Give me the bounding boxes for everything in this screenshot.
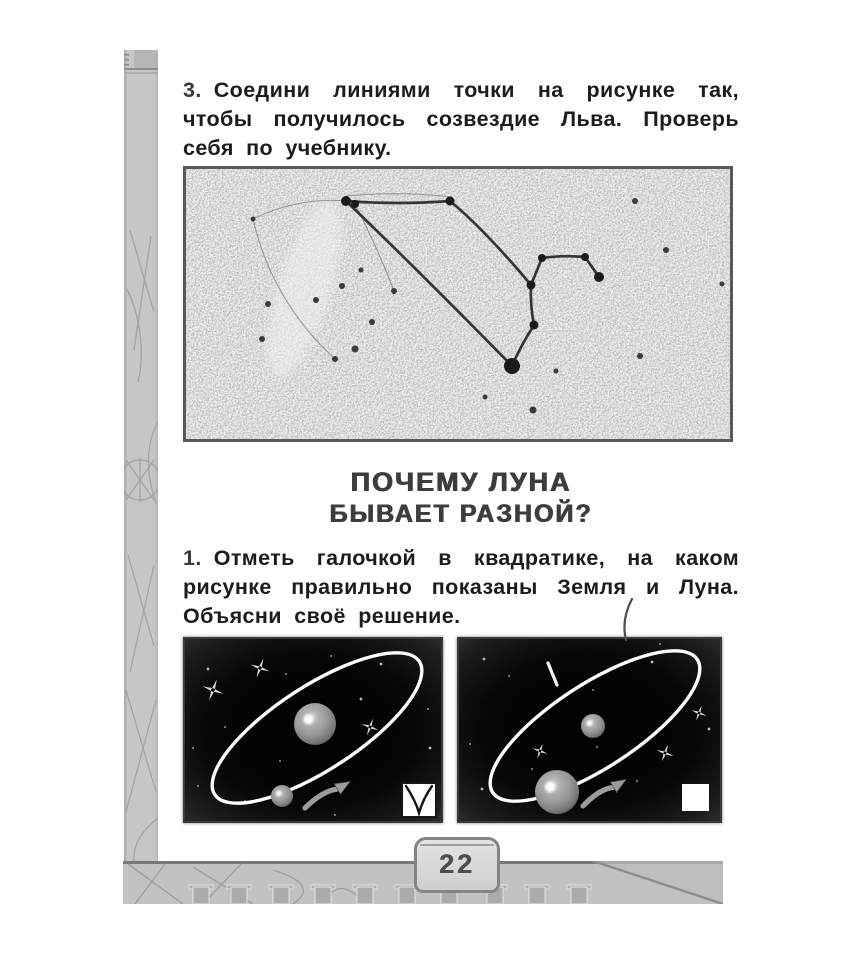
star bbox=[708, 728, 711, 731]
constellation-star bbox=[504, 358, 520, 374]
star bbox=[429, 747, 432, 750]
task-3-line-3: себя по учебнику. bbox=[183, 136, 392, 160]
constellation-star bbox=[530, 321, 539, 330]
section-heading-line-2: БЫВАЕТ РАЗНОЙ? bbox=[329, 500, 593, 528]
star bbox=[279, 760, 281, 762]
tab-inner-line bbox=[420, 844, 494, 846]
task-1-number: 1. bbox=[183, 546, 202, 570]
task-1-line-2: рисунке правильно показаны Земля и Луна. bbox=[183, 575, 739, 599]
star-dot bbox=[369, 319, 375, 325]
star-dot bbox=[359, 268, 364, 273]
star bbox=[636, 780, 638, 782]
page-number: 22 bbox=[438, 849, 476, 879]
earth-moon-figure-right bbox=[457, 637, 722, 823]
star-dot bbox=[265, 301, 271, 307]
constellation-star-map[interactable] bbox=[186, 169, 730, 439]
star bbox=[197, 785, 199, 787]
constellation-star bbox=[581, 253, 589, 261]
margin-strip-edge bbox=[124, 50, 127, 861]
star bbox=[508, 675, 510, 677]
star-dot bbox=[339, 283, 345, 289]
earth-moon-figure-left bbox=[183, 637, 443, 823]
star bbox=[592, 689, 594, 691]
task-1-line-1 bbox=[183, 544, 739, 573]
star-dot bbox=[530, 407, 537, 414]
constellation-star bbox=[594, 272, 604, 282]
constellation-star bbox=[446, 197, 455, 206]
star-dot bbox=[720, 282, 725, 287]
star-dot bbox=[637, 353, 643, 359]
earth-moon-scene-left bbox=[185, 639, 441, 821]
task-1-line-3: Объясни своё решение. bbox=[183, 604, 461, 628]
earth-sphere bbox=[294, 703, 336, 745]
task-3-text-1: Соедини линиями точки на рисунке так, bbox=[213, 78, 739, 102]
constellation-leo-figure[interactable] bbox=[183, 166, 733, 442]
star bbox=[469, 743, 471, 745]
star bbox=[380, 663, 383, 666]
star bbox=[334, 814, 336, 816]
earth-moon-scene-right bbox=[459, 639, 720, 821]
star-dot bbox=[483, 395, 488, 400]
star bbox=[483, 658, 486, 661]
moon-sphere bbox=[271, 785, 293, 807]
star bbox=[659, 643, 661, 645]
moon-sphere bbox=[581, 714, 605, 738]
star bbox=[360, 698, 363, 701]
star bbox=[596, 746, 598, 748]
moon-highlight bbox=[276, 791, 281, 796]
star-dot bbox=[391, 288, 397, 294]
star-dot bbox=[352, 346, 359, 353]
earth-highlight bbox=[303, 714, 313, 724]
page-number-tab bbox=[414, 837, 500, 893]
star bbox=[427, 708, 429, 710]
left-margin-texture bbox=[124, 50, 158, 861]
section-heading bbox=[183, 466, 739, 530]
earth-highlight bbox=[545, 782, 556, 793]
star-dot bbox=[632, 198, 638, 204]
constellation-star bbox=[527, 281, 536, 290]
star bbox=[192, 747, 194, 749]
task-3-line-1 bbox=[183, 76, 739, 105]
star bbox=[285, 673, 287, 675]
margin-strip-edge bbox=[156, 50, 159, 861]
constellation-star bbox=[341, 196, 351, 206]
star-dot bbox=[663, 247, 669, 253]
star bbox=[207, 668, 210, 671]
star bbox=[224, 726, 226, 728]
moon-highlight bbox=[586, 720, 592, 726]
star-dot bbox=[313, 297, 319, 303]
star-dot bbox=[554, 369, 559, 374]
star bbox=[481, 788, 484, 791]
constellation-star bbox=[538, 254, 546, 262]
star-dot bbox=[251, 217, 256, 222]
star bbox=[330, 655, 332, 657]
constellation-star bbox=[351, 200, 359, 208]
section-heading-line-1: ПОЧЕМУ ЛУНА bbox=[350, 467, 572, 497]
task-3-line-2: чтобы получилось созвездие Льва. Проверь bbox=[183, 107, 739, 131]
earth-sphere bbox=[535, 770, 579, 814]
star bbox=[531, 768, 533, 770]
star-dot bbox=[259, 336, 265, 342]
task-3-number: 3. bbox=[183, 78, 202, 102]
star bbox=[651, 661, 654, 664]
task-1-text-1: Отметь галочкой в квадратике, на каком bbox=[213, 546, 739, 570]
task-3 bbox=[183, 76, 739, 163]
stray-pencil-mark bbox=[618, 596, 642, 642]
answer-checkbox[interactable] bbox=[682, 784, 709, 811]
star-dot bbox=[332, 356, 338, 362]
task-1 bbox=[183, 544, 739, 631]
